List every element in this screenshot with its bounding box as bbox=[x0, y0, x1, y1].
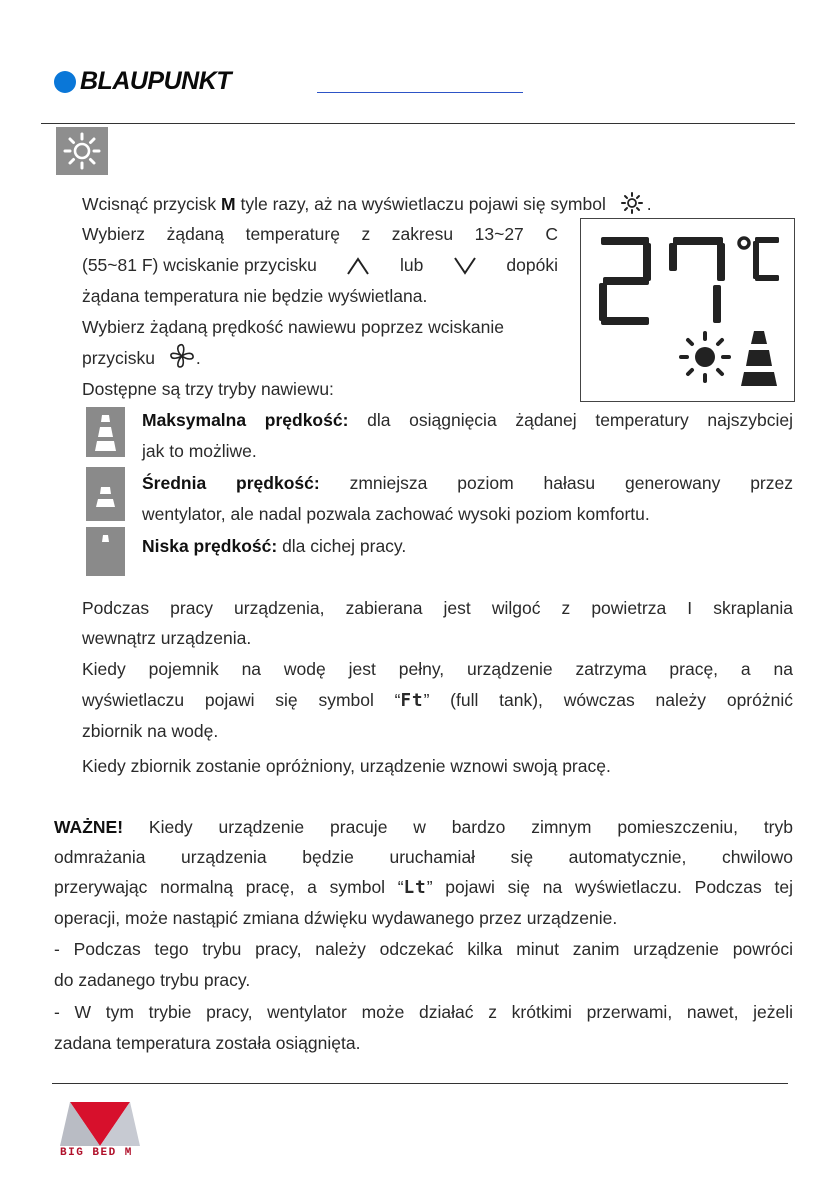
lt-symbol: Lt bbox=[403, 878, 427, 898]
footer-logo-text: BIG BED M bbox=[60, 1147, 133, 1159]
resume-line: Kiedy zbiornik zostanie opróżniony, urządzenie wznowi swoją pracę. bbox=[82, 756, 611, 776]
temp-line-2-or: lub bbox=[399, 255, 424, 275]
humidity-line-1: Podczas pracy urządzenia, zabierana jest wilgoć z powietrza I skraplania bbox=[82, 598, 793, 618]
full-tank-line-1: Kiedy pojemnik na wodę jest pełny, urządzenie zatrzyma pracę, a na bbox=[82, 659, 793, 679]
lcd-unit-c bbox=[753, 237, 779, 281]
top-divider bbox=[41, 123, 795, 124]
speed-max-line-1: Maksymalna prędkość: dla osiągnięcia żądanej temperatury najszybciej bbox=[142, 410, 793, 430]
instruction-press-m: Wcisnąć przycisk M tyle razy, aż na wyświetlaczu pojawi się symbol . bbox=[82, 194, 652, 214]
speed-medium-line-1: Średnia prędkość: zmniejsza poziom hałasu generowany przez bbox=[142, 473, 793, 493]
full-tank-line-2: wyświetlaczu pojawi się symbol “Ft” (full tank), wówczas należy opróżnić bbox=[82, 690, 793, 711]
header-link-underline bbox=[317, 92, 523, 93]
fan-line-1: Wybierz żądaną prędkość nawiewu poprzez wciskanie bbox=[82, 317, 504, 337]
important-line-4: operacji, może nastąpić zmiana dźwięku wydawanego przez urządzenie. bbox=[54, 908, 618, 928]
sun-symbol-icon bbox=[617, 192, 647, 214]
lcd-digit-7 bbox=[669, 237, 725, 323]
lcd-sun-icon bbox=[681, 333, 729, 381]
important-line-1: WAŻNE! Kiedy urządzenie pracuje w bardzo zimnym pomieszczeniu, tryb bbox=[54, 817, 793, 837]
temp-line-2 bbox=[82, 250, 558, 281]
temp-line-1: Wybierz żądaną temperaturę z zakresu 13~27 C bbox=[82, 224, 558, 244]
important-bullet-1-line-2: do zadanego trybu pracy. bbox=[54, 970, 251, 990]
lcd-fan-speed-icon bbox=[741, 331, 777, 386]
ft-symbol: Ft bbox=[400, 691, 424, 711]
temp-line-3: żądana temperatura nie będzie wyświetlana. bbox=[82, 286, 428, 306]
speed-max-icon bbox=[86, 407, 125, 457]
humidity-line-2: wewnątrz urządzenia. bbox=[82, 628, 252, 648]
temp-line-2-until: dopóki bbox=[506, 255, 558, 275]
speed-low-icon bbox=[86, 527, 125, 576]
brand-logo-dot bbox=[54, 71, 76, 93]
up-arrow-icon bbox=[345, 256, 371, 276]
down-arrow-icon bbox=[452, 256, 478, 276]
sun-mode-icon bbox=[56, 127, 108, 175]
brand-logo: BLAUPUNKT bbox=[80, 67, 232, 95]
important-line-3: przerywając normalną pracę, a symbol “Lt” pojawi się na wyświetlaczu. Podczas tej bbox=[54, 877, 793, 898]
fan-line-2: przycisku . bbox=[82, 343, 201, 374]
fan-icon bbox=[168, 343, 196, 369]
speed-medium-icon bbox=[86, 467, 125, 521]
lcd-digit-2 bbox=[599, 237, 651, 325]
important-line-2: odmrażania urządzenia będzie uruchamiał się automatycznie, chwilowo bbox=[54, 847, 793, 867]
temp-line-2-text: (55~81 F) wciskanie przycisku bbox=[82, 255, 317, 275]
bottom-divider bbox=[52, 1083, 788, 1084]
lcd-degree-symbol bbox=[739, 238, 749, 248]
modes-intro: Dostępne są trzy tryby nawiewu: bbox=[82, 379, 334, 399]
speed-medium-line-2: wentylator, ale nadal pozwala zachować wysoki poziom komfortu. bbox=[142, 504, 650, 524]
full-tank-line-3: zbiornik na wodę. bbox=[82, 721, 219, 741]
important-bullet-2-line-1: - W tym trybie pracy, wentylator może działać z krótkimi przerwami, nawet, jeżeli bbox=[54, 1002, 793, 1022]
speed-max-line-2: jak to możliwe. bbox=[142, 441, 257, 461]
important-bullet-2-line-2: zadana temperatura została osiągnięta. bbox=[54, 1033, 361, 1053]
lcd-display bbox=[580, 218, 795, 402]
speed-low-line-1: Niska prędkość: dla cichej pracy. bbox=[142, 536, 407, 556]
important-bullet-1-line-1: - Podczas tego trybu pracy, należy odczekać kilka minut zanim urządzenie powróci bbox=[54, 939, 793, 959]
